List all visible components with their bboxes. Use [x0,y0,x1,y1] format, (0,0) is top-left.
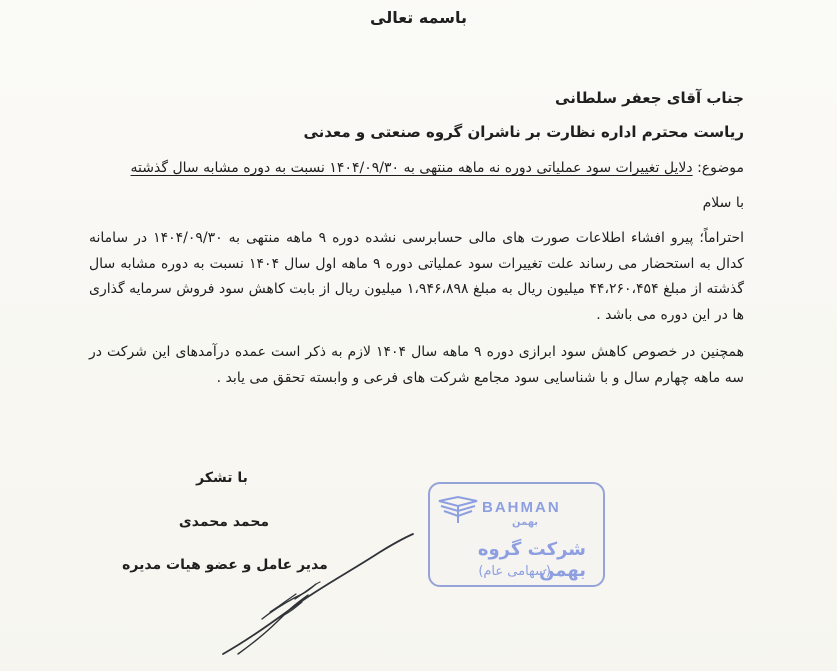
signer-position: مدیر عامل و عضو هیات مدیره [122,557,328,573]
closing-text: با تشکر [196,470,248,486]
recipient-name: جناب آقای جعفر سلطانی [555,89,744,107]
paragraph-1: احتراماً؛ پیرو افشاء اطلاعات صورت های مالی حسابرسی نشده دوره ۹ ماهه منتهی به ۱۴۰۴/۰۹/۳۰ در سامانه کدال به استحضار می رساند علت تغییرات سود عملیاتی دوره ۹ ماهه اول سال ۱۴۰۴ نسبت به دوره مشابه سال گذشته از مبلغ ۴۴،۲۶۰،۴۵۴ میلیون ریال به مبلغ ۱،۹۴۶،۸۹۸ میلیون ریال از بابت کاهش سود فروش سرمایه گذاری ها در این دوره می باشد . [89,230,744,323]
handwritten-signature-icon [205,528,435,668]
stamp-company-name: شرکت گروه بهمن [477,539,586,581]
signer-name: محمد محمدی [178,514,270,530]
stamp-brand-persian: بهمن [512,517,539,528]
paragraph-2: همچنین در خصوص کاهش سود ابرازی دوره ۹ ماهه سال ۱۴۰۴ لازم به ذکر است عمده درآمدهای این شرکت در سه ماهه چهارم سال و با شناسایی سود مجامع شرکت های فرعی و وابسته تحقق می یابد . [89,344,744,386]
recipient-title: ریاست محترم اداره نظارت بر ناشران گروه صنعتی و معدنی [303,123,744,141]
subject-label: موضوع: [697,160,744,176]
subject-text: دلایل تغییرات سود عملیاتی دوره نه ماهه منتهی به ۱۴۰۴/۰۹/۳۰ نسبت به دوره مشابه سال گذشته [130,160,693,176]
stamp-brand-latin: BAHMAN [482,499,561,516]
company-stamp [428,482,605,587]
subject-row [54,158,744,178]
page-heading: باسمه تعالی [370,8,467,27]
bahman-logo-icon [437,495,479,525]
stamp-company-type: (سهامی عام) [478,564,551,579]
greeting: با سلام [702,195,744,211]
